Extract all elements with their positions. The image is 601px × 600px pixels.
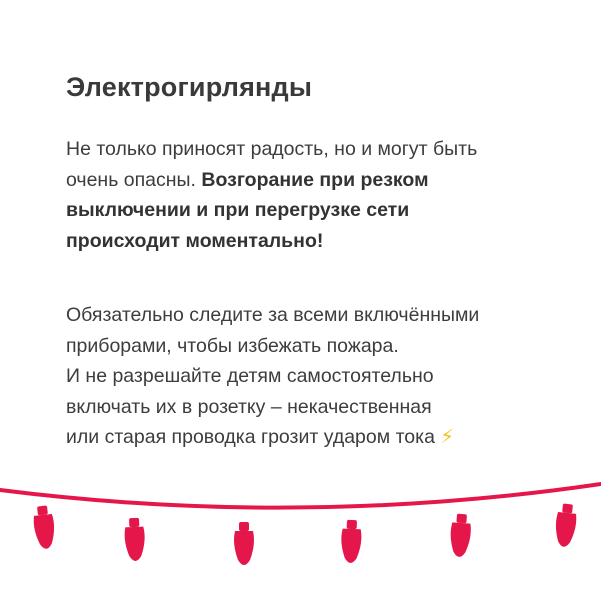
text-line: Обязательно следите за всеми включёнными — [66, 304, 480, 326]
advice-paragraph — [66, 300, 566, 453]
garland-bulb-icon — [449, 513, 472, 557]
text-line — [66, 422, 566, 453]
text-line: приборами, чтобы избежать пожара. — [66, 334, 399, 357]
text-bold: Возгорание при резком — [201, 168, 429, 191]
text-normal: или старая проводка грозит ударом тока — [66, 426, 435, 448]
text-normal: очень опасны. — [66, 168, 202, 191]
garland-bulb-icon — [341, 520, 362, 564]
lightning-bolt-icon: ⚡ — [440, 426, 455, 448]
warning-paragraph — [66, 134, 566, 256]
garland-wire — [0, 484, 601, 508]
text-line: Не только приносят радость, но и могут быть — [66, 138, 478, 160]
text-line: включать их в розетку – некачественная — [66, 395, 432, 418]
text-line: И не разрешайте детям самостоятельно — [66, 365, 434, 387]
garland-bulb-icon — [234, 522, 254, 565]
garland-bulb-icon — [554, 503, 578, 548]
garland-illustration — [0, 470, 601, 600]
garland-bulb-icon — [32, 505, 56, 550]
text-line — [66, 165, 566, 196]
text-bold-line: выключении и при перегрузке сети — [66, 199, 410, 221]
garland-bulb-icon — [124, 518, 145, 562]
page-title: Электрогирлянды — [66, 72, 313, 102]
text-bold-line: происходит моментально! — [66, 229, 324, 252]
